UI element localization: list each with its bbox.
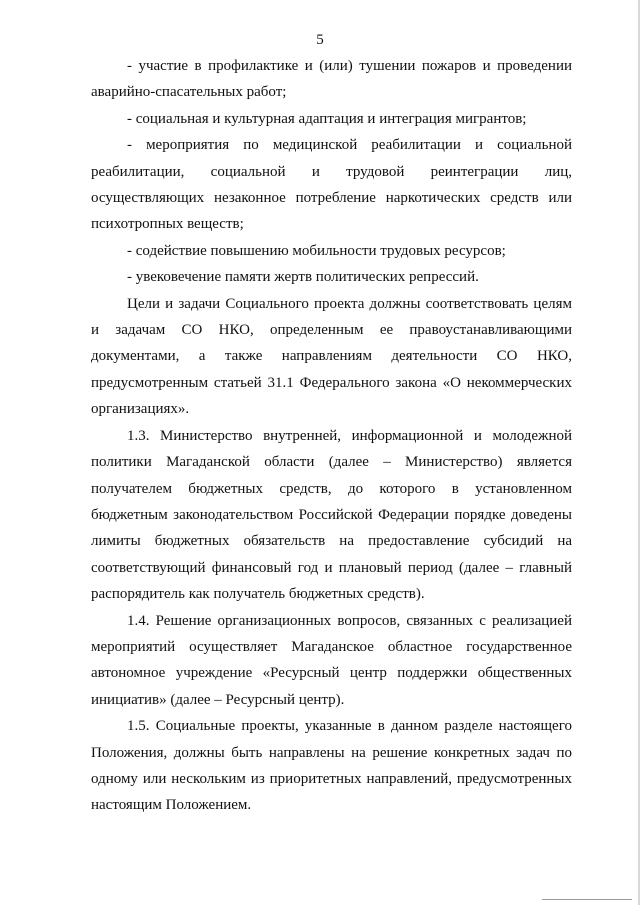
- list-item-fire-prevention: - участие в профилактике и (или) тушении пожаров и проведении аварийно-спасательных работ;: [91, 58, 572, 101]
- page-number: 5: [316, 32, 324, 48]
- list-item-labor-mobility: - содействие повышению мобильности трудовых ресурсов;: [127, 242, 506, 259]
- document-body: [91, 53, 572, 819]
- scan-artifact-line: [542, 899, 632, 900]
- list-item-medical-rehabilitation: - мероприятия по медицинской реабилитации и социальной реабилитации, социальной и трудовой реинтеграции лиц, осуществляющих незаконное потребление наркотических средств или психотропных веществ;: [91, 137, 572, 233]
- section-1-3: 1.3. Министерство внутренней, информационной и молодежной политики Магаданской области (далее – Министерство) является получателем бюджетных средств, до которого в установленном бюджетным законодательством Российской Федерации порядке доведены лимиты бюджетных обязательств на предоставление субсидий на соответствующий финансовый год и плановый период (далее – главный распорядитель как получатель бюджетных средств).: [91, 427, 572, 603]
- paragraph-project-goals: Цели и задачи Социального проекта должны соответствовать целям и задачам СО НКО, определенным ее правоустанавливающими документами, а также направлениям деятельности СО НКО, предусмотренным статьей 31.1 Федерального закона «О некоммерческих организациях».: [91, 295, 572, 418]
- list-item-migrant-adaptation: - социальная и культурная адаптация и интеграция мигрантов;: [127, 110, 527, 127]
- section-1-4: 1.4. Решение организационных вопросов, связанных с реализацией мероприятий осуществляет Магаданское областное государственное автономное учреждение «Ресурсный центр поддержки общественных инициатив» (далее – Ресурсный центр).: [91, 612, 572, 708]
- section-1-5: 1.5. Социальные проекты, указанные в данном разделе настоящего Положения, должны быть направлены на решение конкретных задач по одному или нескольким из приоритетных направлений, предусмотренных настоящим Положением.: [91, 718, 572, 814]
- list-item-memory-of-victims: - увековечение памяти жертв политических репрессий.: [127, 269, 479, 286]
